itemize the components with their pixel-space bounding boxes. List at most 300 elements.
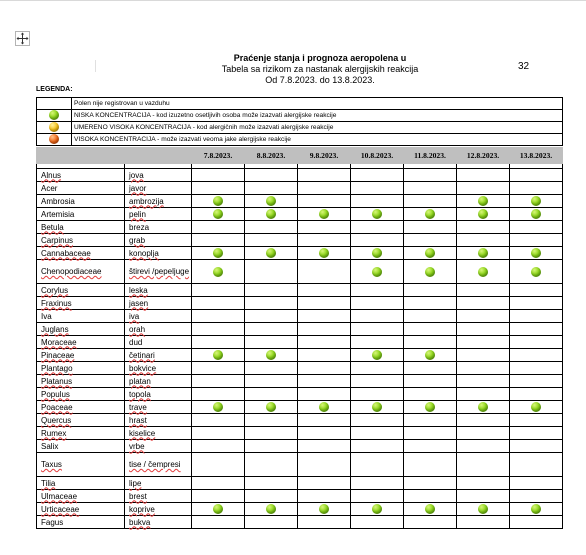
local-name (125, 260, 192, 284)
level-cell (510, 208, 563, 221)
level-cell (298, 247, 351, 260)
level-cell (298, 490, 351, 503)
latin-name-text: Corylus (41, 285, 69, 295)
green-dot-icon (531, 267, 541, 277)
table-row (37, 247, 563, 260)
local-name (125, 182, 192, 195)
level-cell (510, 310, 563, 323)
level-cell (298, 362, 351, 375)
latin-name (37, 477, 125, 490)
level-cell (510, 427, 563, 440)
level-cell (510, 323, 563, 336)
latin-name-text: Salix (41, 441, 59, 451)
local-name (125, 195, 192, 208)
level-cell (298, 323, 351, 336)
legend-text: VISOKA KONCENTRACIJA - može izazvati veoma jake alergijske reakcije (72, 134, 563, 146)
level-cell (298, 195, 351, 208)
green-dot-icon (372, 350, 382, 360)
green-dot-icon (319, 209, 329, 219)
level-cell (404, 247, 457, 260)
level-cell (245, 260, 298, 284)
level-cell (404, 516, 457, 529)
local-name (125, 349, 192, 362)
latin-name-text: Cannabaceae (41, 248, 91, 258)
level-cell (351, 349, 404, 362)
local-name-text: tise / čempresi (129, 460, 181, 469)
level-cell (192, 182, 245, 195)
latin-name-text: Ulmaceae (41, 491, 78, 501)
table-row (37, 401, 563, 414)
level-cell (298, 477, 351, 490)
level-cell (510, 362, 563, 375)
local-name-text: lipe (129, 478, 142, 488)
latin-name (37, 375, 125, 388)
level-cell (351, 336, 404, 349)
level-cell (298, 208, 351, 221)
local-name-text: ambrozija (129, 196, 164, 206)
level-cell (192, 208, 245, 221)
level-cell (192, 234, 245, 247)
latin-name-text: Rumex (41, 428, 67, 438)
level-cell (245, 477, 298, 490)
table-row (37, 169, 563, 182)
green-dot-icon (372, 504, 382, 514)
level-cell (457, 221, 510, 234)
local-name-text: javor (129, 183, 147, 193)
latin-name (37, 362, 125, 375)
level-cell (298, 388, 351, 401)
level-cell (245, 221, 298, 234)
table-row (37, 490, 563, 503)
page-top-border (0, 0, 586, 1)
table-row (37, 297, 563, 310)
level-cell (404, 182, 457, 195)
level-cell (351, 260, 404, 284)
level-cell (245, 323, 298, 336)
level-cell (404, 234, 457, 247)
level-cell (245, 284, 298, 297)
level-cell (298, 284, 351, 297)
date-header: 10.8.2023. (351, 148, 404, 164)
level-cell (192, 477, 245, 490)
green-dot-icon (531, 196, 541, 206)
level-cell (298, 516, 351, 529)
level-cell (245, 490, 298, 503)
legend-row (37, 134, 563, 146)
level-cell (457, 375, 510, 388)
latin-name (37, 440, 125, 453)
level-cell (298, 260, 351, 284)
level-cell (351, 490, 404, 503)
local-name (125, 516, 192, 529)
local-name (125, 388, 192, 401)
local-name (125, 362, 192, 375)
green-dot-icon (319, 402, 329, 412)
table-row (37, 503, 563, 516)
level-cell (192, 503, 245, 516)
green-dot-icon (425, 402, 435, 412)
green-dot-icon (478, 196, 488, 206)
local-name (125, 336, 192, 349)
table-row (37, 336, 563, 349)
local-name (125, 169, 192, 182)
table-row (37, 388, 563, 401)
local-name-text: pelin (129, 209, 146, 219)
level-cell (510, 414, 563, 427)
latin-name (37, 516, 125, 529)
green-dot-icon (425, 504, 435, 514)
green-dot-icon (266, 350, 276, 360)
latin-name (37, 284, 125, 297)
table-row (37, 234, 563, 247)
date-header-row (37, 148, 563, 164)
local-name (125, 297, 192, 310)
level-cell (404, 284, 457, 297)
latin-name (37, 195, 125, 208)
level-cell (457, 440, 510, 453)
level-cell (351, 440, 404, 453)
local-name (125, 414, 192, 427)
latin-name-text: Artemisia (41, 209, 75, 219)
level-cell (192, 349, 245, 362)
green-dot-icon (213, 196, 223, 206)
local-name-text: štirevi /pepeljuge (129, 267, 190, 276)
level-cell (510, 453, 563, 477)
green-dot-icon (213, 267, 223, 277)
level-cell (351, 427, 404, 440)
level-cell (404, 440, 457, 453)
level-cell (351, 169, 404, 182)
level-cell (192, 195, 245, 208)
level-cell (192, 247, 245, 260)
level-cell (404, 260, 457, 284)
table-move-handle-icon[interactable] (15, 31, 30, 46)
legend-text: UMERENO VISOKA KONCENTRACIJA - kod alergičnih može izazvati alergijske reakcije (72, 122, 563, 134)
level-cell (351, 284, 404, 297)
green-dot-icon (478, 209, 488, 219)
level-cell (351, 453, 404, 477)
table-row (37, 260, 563, 284)
level-cell (298, 336, 351, 349)
date-header: 7.8.2023. (192, 148, 245, 164)
latin-name (37, 453, 125, 477)
local-name (125, 427, 192, 440)
level-cell (457, 208, 510, 221)
table-row (37, 323, 563, 336)
document-title (100, 53, 540, 86)
local-name (125, 490, 192, 503)
level-cell (192, 336, 245, 349)
local-name-text: iva (129, 311, 140, 321)
local-name-text: bokvice (129, 363, 157, 373)
local-name (125, 221, 192, 234)
level-cell (457, 234, 510, 247)
level-cell (404, 221, 457, 234)
level-cell (457, 516, 510, 529)
green-dot-icon (531, 402, 541, 412)
level-cell (298, 234, 351, 247)
latin-name (37, 182, 125, 195)
level-cell (457, 284, 510, 297)
level-cell (510, 247, 563, 260)
green-dot-icon (266, 402, 276, 412)
level-cell (245, 208, 298, 221)
level-cell (245, 453, 298, 477)
legend-table (36, 97, 563, 146)
level-cell (351, 195, 404, 208)
level-cell (457, 477, 510, 490)
local-name (125, 375, 192, 388)
level-cell (351, 388, 404, 401)
table-row (37, 195, 563, 208)
level-cell (351, 516, 404, 529)
local-name-text: jova (129, 170, 144, 180)
level-cell (351, 375, 404, 388)
table-row (37, 440, 563, 453)
level-cell (404, 169, 457, 182)
local-name-text: vrbe (129, 441, 145, 451)
level-cell (351, 182, 404, 195)
level-cell (192, 516, 245, 529)
level-cell (192, 297, 245, 310)
level-cell (245, 503, 298, 516)
level-cell (510, 260, 563, 284)
level-cell (404, 427, 457, 440)
table-row (37, 349, 563, 362)
level-cell (192, 221, 245, 234)
level-cell (510, 336, 563, 349)
local-name (125, 208, 192, 221)
level-cell (457, 182, 510, 195)
level-cell (192, 401, 245, 414)
level-cell (298, 414, 351, 427)
latin-name (37, 503, 125, 516)
level-cell (510, 297, 563, 310)
date-header: 9.8.2023. (298, 148, 351, 164)
latin-name (37, 221, 125, 234)
level-cell (510, 388, 563, 401)
latin-name (37, 349, 125, 362)
local-name (125, 234, 192, 247)
local-name-text: konoplja (129, 248, 159, 258)
latin-name (37, 208, 125, 221)
green-dot-icon (213, 248, 223, 258)
green-dot-icon (478, 267, 488, 277)
local-name-text: hrast (129, 415, 147, 425)
level-cell (404, 362, 457, 375)
level-cell (510, 349, 563, 362)
level-cell (245, 375, 298, 388)
local-name-text: koprive (129, 504, 155, 514)
header-blank (37, 148, 125, 164)
local-name-text: bukva (129, 517, 151, 527)
latin-name-text: Fagus (41, 517, 64, 527)
local-name (125, 453, 192, 477)
level-cell (192, 284, 245, 297)
local-name (125, 310, 192, 323)
latin-name-text: Urticaceae (41, 504, 80, 514)
green-dot-icon (478, 248, 488, 258)
date-header: 12.8.2023. (457, 148, 510, 164)
level-cell (298, 427, 351, 440)
legend-swatch (37, 110, 72, 122)
level-cell (457, 349, 510, 362)
header-divider (95, 60, 96, 72)
level-cell (404, 414, 457, 427)
green-dot-icon (319, 504, 329, 514)
level-cell (457, 427, 510, 440)
level-cell (457, 362, 510, 375)
legend-row (37, 122, 563, 134)
table-row (37, 516, 563, 529)
latin-name (37, 323, 125, 336)
local-name-text: grab (129, 235, 146, 245)
latin-name (37, 310, 125, 323)
level-cell (298, 169, 351, 182)
green-dot-icon (425, 209, 435, 219)
local-name (125, 323, 192, 336)
latin-name-text: Chenopodiaceae (41, 267, 102, 276)
table-row (37, 221, 563, 234)
level-cell (404, 453, 457, 477)
latin-name-text: Platanus (41, 376, 73, 386)
header-blank (125, 148, 192, 164)
level-cell (457, 401, 510, 414)
local-name-text: brest (129, 491, 147, 501)
latin-name (37, 297, 125, 310)
legend-text: Polen nije registrovan u vazduhu (72, 98, 563, 110)
green-dot-icon (372, 209, 382, 219)
table-row (37, 310, 563, 323)
title-line-3: Od 7.8.2023. do 13.8.2023. (265, 75, 375, 85)
latin-name (37, 414, 125, 427)
green-dot-icon (266, 196, 276, 206)
level-cell (404, 375, 457, 388)
level-cell (457, 247, 510, 260)
local-name-text: platan (129, 376, 151, 386)
latin-name-text: Juglans (41, 324, 69, 334)
level-cell (192, 375, 245, 388)
green-dot-icon (266, 209, 276, 219)
level-cell (351, 477, 404, 490)
latin-name-text: Quercus (41, 415, 72, 425)
level-cell (245, 336, 298, 349)
green-dot-icon (49, 110, 59, 120)
level-cell (457, 490, 510, 503)
level-cell (510, 401, 563, 414)
level-cell (192, 169, 245, 182)
table-row (37, 284, 563, 297)
local-name (125, 503, 192, 516)
level-cell (404, 349, 457, 362)
level-cell (245, 310, 298, 323)
green-dot-icon (319, 248, 329, 258)
green-dot-icon (478, 402, 488, 412)
yellow-dot-icon (49, 122, 59, 132)
level-cell (351, 401, 404, 414)
level-cell (404, 297, 457, 310)
legend-swatch (37, 98, 72, 110)
level-cell (351, 414, 404, 427)
latin-name-text: Poaceae (41, 402, 73, 412)
local-name-text: kiselice (129, 428, 156, 438)
green-dot-icon (213, 209, 223, 219)
local-name-text: breza (129, 222, 150, 232)
level-cell (192, 362, 245, 375)
level-cell (404, 388, 457, 401)
latin-name (37, 401, 125, 414)
table-row (37, 182, 563, 195)
latin-name-text: Fraxinus (41, 298, 72, 308)
level-cell (245, 414, 298, 427)
green-dot-icon (372, 248, 382, 258)
level-cell (510, 440, 563, 453)
local-name-text: četinari (129, 350, 155, 360)
level-cell (510, 169, 563, 182)
level-cell (404, 477, 457, 490)
level-cell (298, 221, 351, 234)
level-cell (351, 503, 404, 516)
green-dot-icon (425, 267, 435, 277)
level-cell (245, 388, 298, 401)
local-name (125, 284, 192, 297)
level-cell (351, 247, 404, 260)
latin-name (37, 247, 125, 260)
green-dot-icon (425, 350, 435, 360)
latin-name (37, 336, 125, 349)
level-cell (510, 477, 563, 490)
level-cell (510, 195, 563, 208)
level-cell (510, 221, 563, 234)
table-row (37, 477, 563, 490)
date-header: 13.8.2023. (510, 148, 563, 164)
local-name (125, 477, 192, 490)
level-cell (510, 234, 563, 247)
local-name (125, 247, 192, 260)
level-cell (351, 221, 404, 234)
latin-name-text: Betula (41, 222, 64, 232)
latin-name-text: Moraceae (41, 337, 77, 347)
local-name-text: jasen (129, 298, 149, 308)
green-dot-icon (531, 248, 541, 258)
latin-name-text: Alnus (41, 170, 62, 180)
level-cell (510, 182, 563, 195)
level-cell (245, 362, 298, 375)
level-cell (245, 182, 298, 195)
level-cell (298, 297, 351, 310)
level-cell (457, 503, 510, 516)
level-cell (298, 310, 351, 323)
green-dot-icon (478, 504, 488, 514)
latin-name (37, 388, 125, 401)
level-cell (351, 362, 404, 375)
level-cell (510, 375, 563, 388)
level-cell (457, 195, 510, 208)
latin-name-text: Tilia (41, 478, 56, 488)
date-header: 11.8.2023. (404, 148, 457, 164)
table-row (37, 208, 563, 221)
title-line-2: Tabela sa rizikom za nastanak alergijskih reakcija (221, 64, 419, 74)
level-cell (457, 388, 510, 401)
level-cell (245, 401, 298, 414)
level-cell (457, 260, 510, 284)
level-cell (298, 503, 351, 516)
local-name-text: orah (129, 324, 146, 334)
level-cell (457, 297, 510, 310)
legend-text: NISKA KONCENTRACIJA - kod izuzetno osetljivih osoba može izazvati alergijske reakcije (72, 110, 563, 122)
level-cell (298, 453, 351, 477)
latin-name-text: Acer (41, 183, 58, 193)
